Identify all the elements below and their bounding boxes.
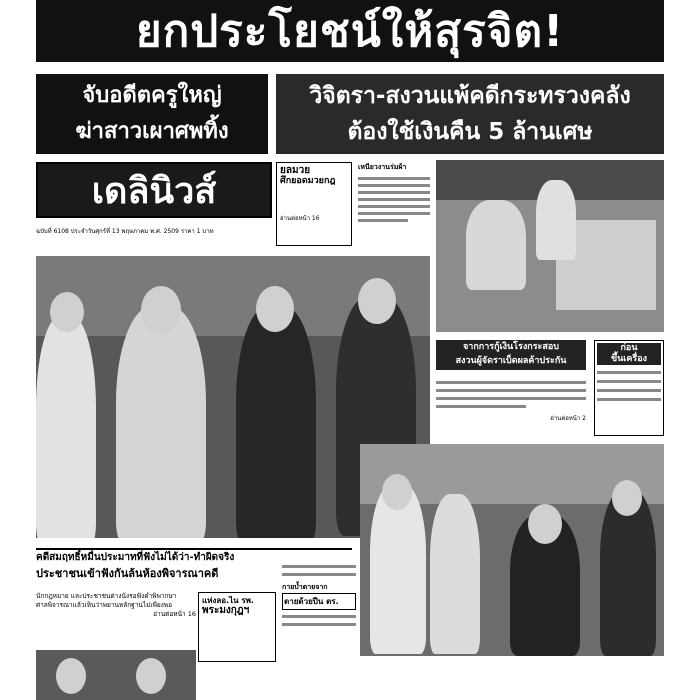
police-column [282, 560, 356, 660]
news-column-title: เหนียวงานร่มผ้า [358, 163, 407, 171]
police-column-subtitle: ตายด้วยปืน ตร. [282, 593, 356, 610]
sub-headline-left-line1: จับอดีตครูใหญ่ [82, 83, 222, 108]
hospital-box-title: แห่งลอ.ไน รพ. [202, 596, 254, 605]
bottom-headline-line1: คดีสมฤทธิ์หมื่นประมาทที่ฟังไม่ได้ว่า-ทำผิดจริง [36, 552, 235, 563]
photo-ceremony [436, 160, 664, 332]
story-headline-box [436, 340, 586, 370]
bottom-body-page-ref: อ่านต่อหน้า 16 [153, 610, 196, 618]
bottom-headline-line2: ประชาชนเข้าฟังกันล้นห้องพิจารณาคดี [36, 567, 219, 580]
bottom-body [36, 592, 196, 646]
boxing-column-subtitle: ศึกยอดมวยกฎ [280, 176, 336, 186]
boxing-column [276, 162, 352, 246]
story-headline-line2: สงวนผู้จัดราเบ็ดผลค้าประกัน [455, 356, 567, 366]
sub-headline-right [276, 74, 664, 154]
sub-headline-left-line2: ฆ่าสาวเผาศพทิ้ง [75, 119, 229, 144]
story-body [436, 376, 586, 432]
photo-bottom-left [36, 650, 196, 700]
masthead-logo: เดลินิวส์ [36, 162, 272, 218]
bottom-body-a: นักกฎหมาย และประชาชนต่างนั่งรอฟังคำพิพากษา [36, 592, 177, 600]
side-box-label-line1: ก่อน [620, 343, 638, 353]
side-box-label-line2: ขึ้นเครื่อง [610, 354, 648, 364]
bottom-body-b: ศาลพิจารณาแล้วเห็นว่าพยานหลักฐานไม่เพียงพอ [36, 601, 173, 609]
news-column [358, 162, 430, 246]
story-page-ref: อ่านต่อหน้า 2 [550, 415, 586, 422]
sub-headline-right-line2: ต้องใช้เงินคืน 5 ล้านเศษ [347, 119, 593, 145]
photo-courtroom [360, 444, 664, 656]
sub-headline-left [36, 74, 268, 154]
masthead-dateline: ฉบับที่ 6108 ประจำวันศุกร์ที่ 13 พฤษภาคม พ.ศ. 2509 ราคา 1 บาท [36, 228, 214, 235]
hospital-box [198, 592, 276, 662]
sub-headline-right-line1: วิจิตรา-สงวนแพ้คดีกระทรวงคลัง [309, 83, 631, 109]
boxing-column-title: ยลมวย [280, 165, 311, 176]
story-headline-line1: จากการกู้เงินโรงกระสอบ [463, 342, 559, 352]
side-box [594, 340, 664, 436]
boxing-column-page-ref: อ่านต่อหน้า 16 [280, 215, 320, 222]
side-box-label [597, 343, 661, 365]
police-column-title: กายบ้ำตายจาก [282, 583, 328, 591]
front-page-headline: ยกประโยชน์ให้สุรจิต! [36, 0, 664, 62]
hospital-box-subtitle: พระมงกุฎฯ [202, 605, 250, 616]
